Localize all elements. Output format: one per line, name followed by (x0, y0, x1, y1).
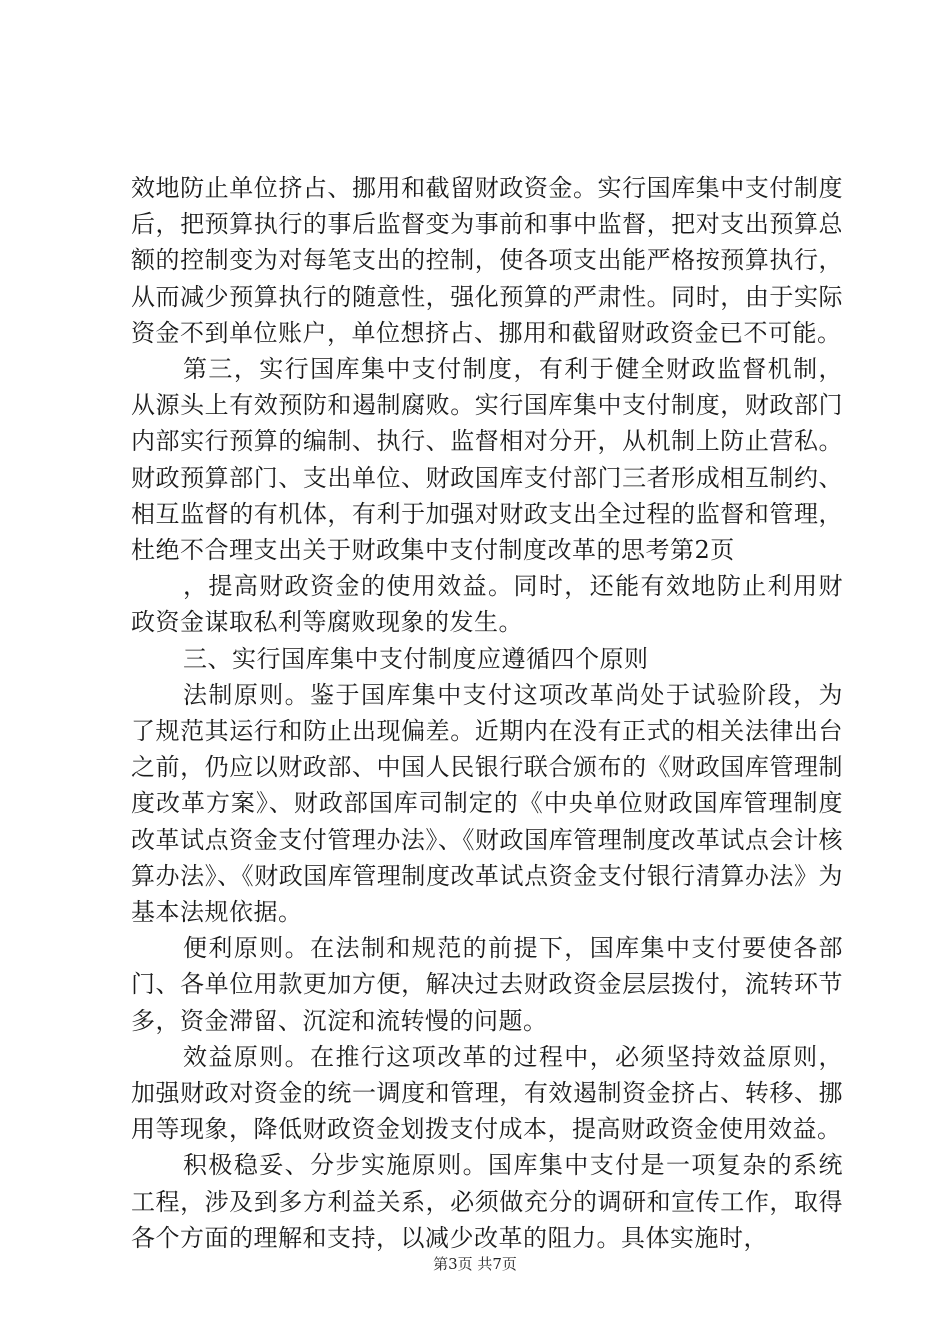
section-heading: 三、实行国库集中支付制度应遵循四个原则 (183, 644, 649, 673)
paragraph-stepwise-principle: 积极稳妥、分步实施原则。国库集中支付是一项复杂的系统工程，涉及到多方利益关系，必须做充分的调研和宣传工作，取得各个方面的理解和支持，以减少改革的阻力。具体实施时， (131, 1151, 843, 1252)
paragraph-2: 第三，实行国库集中支付制度，有利于健全财政监督机制，从源头上有效预防和遏制腐败。实行国库集中支付制度，财政部门内部实行预算的编制、执行、监督相对分开，从机制上防止营私。财政预算部门、支出单位、财政国库支付部门三者形成相互制约、相互监督的有机体，有利于加强对财政支出全过程的监督和管理，杜绝不合理支出关于财政集中支付制度改革的思考第2页 (131, 355, 843, 565)
paragraph-efficiency-principle: 效益原则。在推行这项改革的过程中，必须坚持效益原则，加强财政对资金的统一调度和管理，有效遏制资金挤占、转移、挪用等现象，降低财政资金划拨支付成本，提高财政资金使用效益。 (131, 1042, 843, 1144)
page-footer: 第3页 共7页 (433, 1255, 517, 1273)
document-body (131, 170, 843, 1256)
paragraph-1: 效地防止单位挤占、挪用和截留财政资金。实行国库集中支付制度后，把预算执行的事后监督变为事前和事中监督，把对支出预算总额的控制变为对每笔支出的控制，使各项支出能严格按预算执行，从而减少预算执行的随意性，强化预算的严肃性。同时，由于实际资金不到单位账户，单位想挤占、挪用和截留财政资金已不可能。 (131, 174, 843, 347)
paragraph-3: ，提高财政资金的使用效益。同时，还能有效地防止利用财政资金谋取私利等腐败现象的发生。 (131, 572, 843, 637)
paragraph-legal-principle: 法制原则。鉴于国库集中支付这项改革尚处于试验阶段，为了规范其运行和防止出现偏差。近期内在没有正式的相关法律出台之前，仍应以财政部、中国人民银行联合颁布的《财政国库管理制度改革方案》、财政部国库司制定的《中央单位财政国库管理制度改革试点资金支付管理办法》、《财政国库管理制度改革试点会计核算办法》、《财政国库管理制度改革试点资金支付银行清算办法》为基本法规依据。 (131, 680, 843, 927)
paragraph-convenience-principle: 便利原则。在法制和规范的前提下，国库集中支付要使各部门、各单位用款更加方便，解决过去财政资金层层拨付，流转环节多，资金滞留、沉淀和流转慢的问题。 (131, 934, 843, 1035)
